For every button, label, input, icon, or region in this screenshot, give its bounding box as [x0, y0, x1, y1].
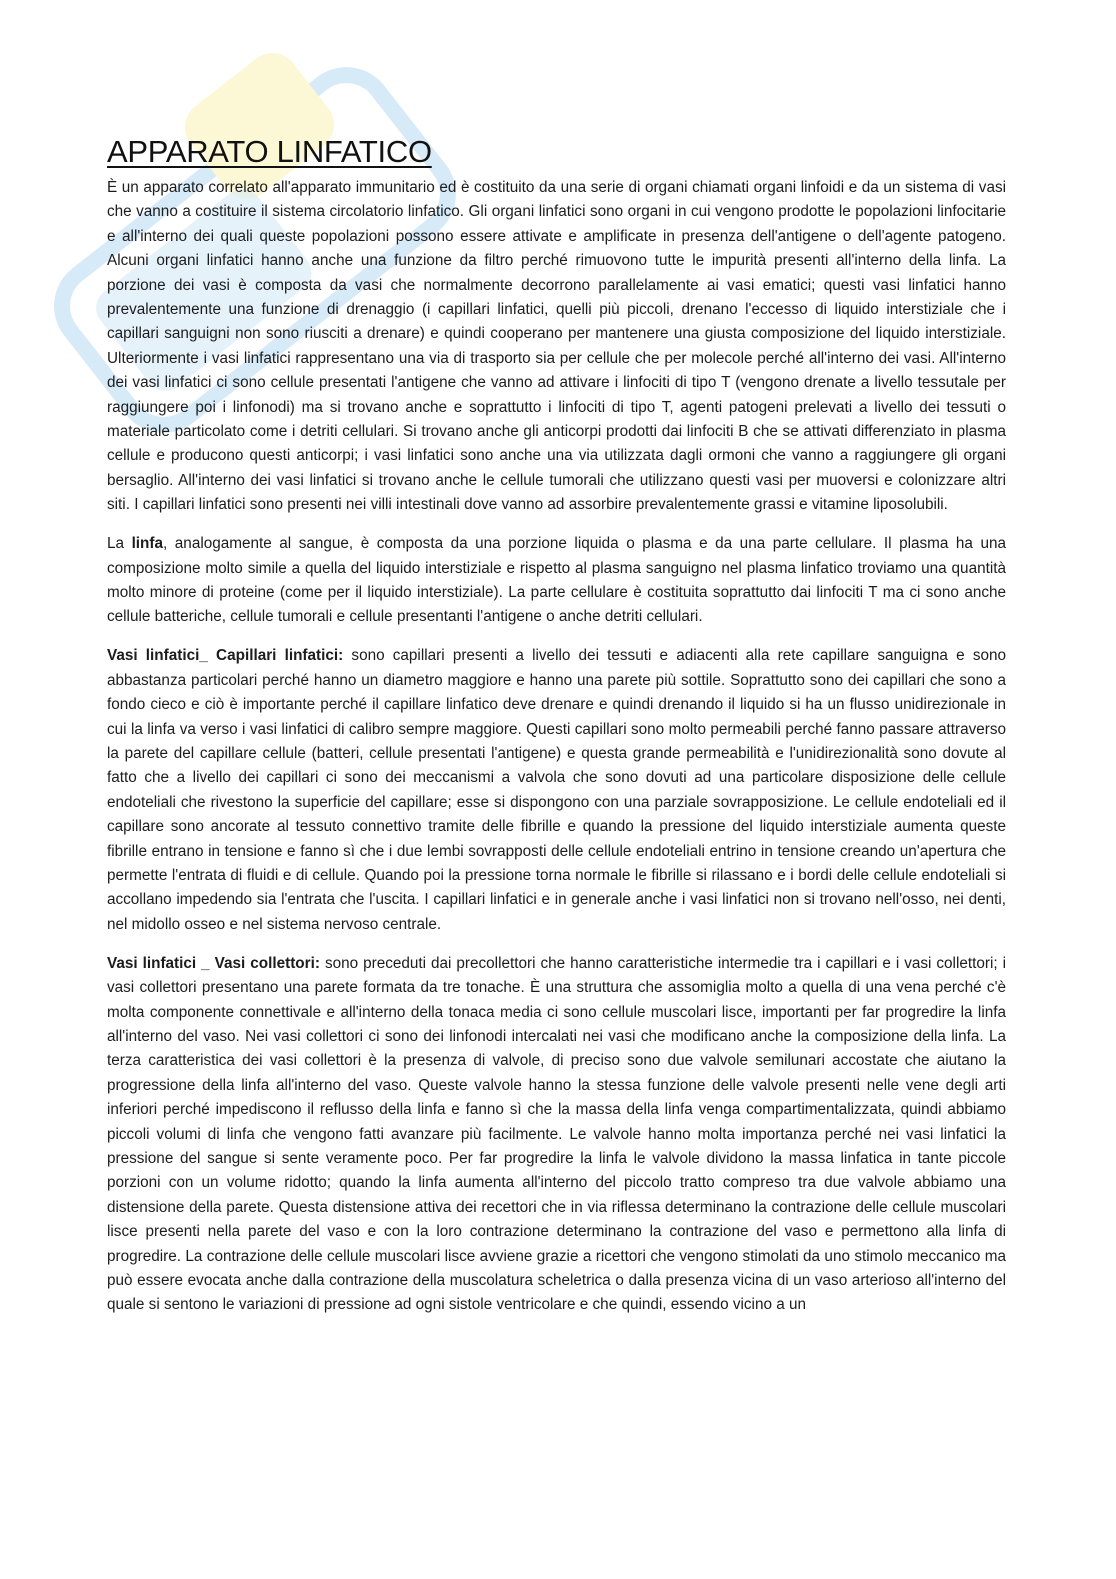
- paragraph-intro: [107, 176, 1006, 518]
- paragraph-linfa: [107, 532, 1006, 630]
- paragraph-collettori-lead: Vasi linfatici _ Vasi collettori:: [107, 954, 320, 972]
- paragraph-linfa-text: , analogamente al sangue, è composta da una porzione liquida o plasma e da una parte cellulare. Il plasma ha una composizione molto simile a quella del liquido interstiziale e rispetto al plasma sanguigno nel plasma linfatico troviamo una quantità molto minore di proteine (come per il liquido interstiziale). La parte cellulare è costituita soprattutto dai linfociti T ma ci sono anche cellule batteriche, cellule tumorali e cellule presentanti l'antigene o anche detriti cellulari.: [107, 535, 1007, 626]
- page-title: APPARATO LINFATICO: [107, 134, 432, 169]
- paragraph-collettori: [107, 952, 1006, 1318]
- paragraph-capillari-lead: Vasi linfatici_ Capillari linfatici:: [107, 647, 344, 665]
- paragraph-linfa-lead: linfa: [131, 535, 164, 553]
- paragraph-linfa-pre: La: [107, 535, 132, 553]
- paragraph-collettori-text: sono preceduti dai precollettori che hanno caratteristiche intermedie tra i capillari e i vasi collettori; i vasi collettori presentano una parete formata da tre tonache. È una struttura che assomiglia molto a quella di una vena perché c'è molta componente connettivale e all'interno della tonaca media ci sono cellule muscolari lisce, importanti per far progredire la linfa all'interno del vaso. Nei vasi collettori ci sono dei linfonodi intercalati nei vasi che modificano anche la composizione della linfa. La terza caratteristica dei vasi collettori è la presenza di valvole, di preciso sono due valvole semilunari accostate che aiutano la progressione della linfa all'interno del vaso. Queste valvole hanno la stessa funzione delle valvole presenti nelle vene degli arti inferiori perché impediscono il reflusso della linfa e fanno sì che la massa della linfa venga compartimentalizzata, quindi abbiamo piccoli volumi di linfa che vengono fatti avanzare più facilmente. Le valvole hanno molta importanza perché nei vasi linfatici la pressione del sangue si sente veramente poco. Per far progredire la linfa le valvole dividono la massa linfatica in tante piccole porzioni con un volume ridotto; quando la linfa aumenta all'interno del piccolo tratto compreso tra due valvole abbiamo una distensione della parete. Questa distensione attiva dei recettori che in via riflessa determinano la contrazione delle cellule muscolari lisce presenti nella parete del vaso e con la loro contrazione determinano la contrazione del vaso e permettono alla linfa di progredire. La contrazione delle cellule muscolari lisce avviene grazie a ricettori che vengono stimolati da uno stimolo meccanico ma può essere evocata anche dalla contrazione della muscolatura scheletrica o dalla presenza vicina di un vaso arterioso all'interno del quale si sentono le variazioni di pressione ad ogni sistole ventricolare e che quindi, essendo vicino a un: [107, 954, 1006, 1314]
- paragraph-intro-text: È un apparato correlato all'apparato immunitario ed è costituito da una serie di organi chiamati organi linfoidi e da un sistema di vasi che vanno a costituire il sistema circolatorio linfatico. Gli organi linfatici sono organi in cui vengono prodotte le popolazioni linfocitarie e all'interno dei quali queste popolazioni possono essere attivate e amplificate in presenza dell'antigene o dell'agente patogeno. Alcuni organi linfatici hanno anche una funzione da filtro perché rimuovono tutte le impurità presenti all'interno della linfa. La porzione dei vasi è composta da vasi che normalmente decorrono parallelamente ai vasi ematici; questi vasi linfatici hanno prevalentemente una funzione di drenaggio (i capillari linfatici, quelli più piccoli, drenano l'eccesso di liquido interstiziale che i capillari sanguigni non sono riusciti a drenare) e quindi cooperano per mantenere una giusta composizione del liquido interstiziale. Ulteriormente i vasi linfatici rappresentano una via di trasporto sia per cellule che per molecole perché all'interno dei vasi. All'interno dei vasi linfatici ci sono cellule presentati l'antigene che vanno ad attivare i linfociti di tipo T (vengono drenate a livello tessutale per raggiungere poi i linfonodi) ma si trovano anche e soprattutto i linfociti di tipo T, agenti patogeni prelevati a livello dei tessuti o materiale particolato come i detriti cellulari. Si trovano anche gli anticorpi prodotti dai linfociti B che se attivati differenziato in plasma cellule e producono questi anticorpi; i vasi linfatici sono anche una via utilizzata dagli ormoni che vanno a raggiungere gli organi bersaglio. All'interno dei vasi linfatici si trovano anche le cellule tumorali che utilizzano questi vasi per muoversi e colonizzare altri siti. I capillari linfatici sono presenti nei villi intestinali dove vanno ad assorbire prevalentemente grassi e vitamine liposolubili.: [107, 179, 1006, 514]
- paragraph-capillari-text: sono capillari presenti a livello dei tessuti e adiacenti alla rete capillare sanguigna e sono abbastanza particolari perché hanno un diametro maggiore e hanno una parete più sottile. Soprattutto sono dei capillari che sono a fondo cieco e ciò è importante perché il capillare linfatico deve drenare e quindi drenando il liquido si ha un flusso unidirezionale in cui la linfa va verso i vasi linfatici di calibro sempre maggiore. Questi capillari sono molto permeabili perché fanno passare attraverso la parete del capillare cellule (batteri, cellule presentati l'antigene) e questa grande permeabilità e l'unidirezionalità sono dovute al fatto che a livello dei capillari ci sono dei meccanismi a valvola che sono dovuti ad una particolare disposizione delle cellule endoteliali che rivestono la superficie del capillare; esse si dispongono con una parziale sovrapposizione. Le cellule endoteliali ed il capillare sono ancorate al tessuto connettivo tramite delle fibrille e quando la pressione del liquido interstiziale aumenta queste fibrille entrano in tensione e fanno sì che i due lembi sovrapposti delle cellule endoteliali entrino in tensione creando un'apertura che permette l'entrata di fluidi e di cellule. Quando poi la pressione torna normale le fibrille si rilassano e i bordi delle cellule endoteliali si accollano impedendo sia l'entrata che l'uscita. I capillari linfatici e in generale anche i vasi linfatici non si trovano nell'osso, nei denti, nel midollo osseo e nel sistema nervoso centrale.: [107, 647, 1006, 933]
- paragraph-capillari: [107, 644, 1006, 937]
- document-page: [107, 134, 1006, 1332]
